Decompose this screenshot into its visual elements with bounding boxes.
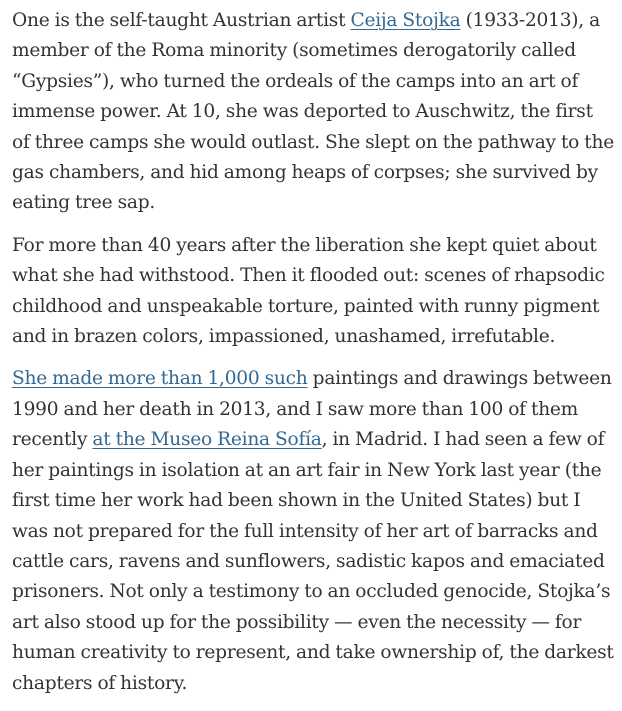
more-than-1000-paintings-link[interactable]: She made more than 1,000 such bbox=[12, 368, 308, 390]
paragraph-text: (1933-2013), a member of the Roma minority (sometimes derogatorily called “Gypsies”), who turned the ordeals of the camps into an art of immense power. At 10, she was deported to Auschwitz, the first of three camps she would outlast. She slept on the pathway to the gas chambers, and hid among heaps of corpses; she survived by eating tree sap. bbox=[12, 10, 614, 214]
paragraph-liberation bbox=[12, 231, 614, 353]
paragraph-text: paintings and drawings between 1990 and her death in 2013, and I saw more than 100 of them recently bbox=[12, 368, 612, 451]
paragraph-ceija-stojka-intro bbox=[12, 6, 614, 219]
paragraph-text: , in Madrid. I had seen a few of her paintings in isolation at an art fair in New York last year (the first time her work had been shown in the United States) but I was not prepared for the full intensity of her art of barracks and cattle cars, ravens and sunflowers, sadistic kapos and emaciated prisoners. Not only a testimony to an occluded genocide, Stojka’s art also stood up for the possibility — even the necessity — for human creativity to represent, and take ownership of, the darkest chapters of history. bbox=[12, 429, 614, 694]
paragraph-paintings bbox=[12, 364, 614, 698]
paragraph-text: One is the self-taught Austrian artist bbox=[12, 10, 351, 31]
paragraph-text: For more than 40 years after the liberation she kept quiet about what she had withstood. Then it flooded out: scenes of rhapsodic childhood and unspeakable torture, painted with runny pigment and in brazen colors, impassioned, unashamed, irrefutable. bbox=[12, 234, 605, 348]
ceija-stojka-link[interactable]: Ceija Stojka bbox=[350, 10, 461, 31]
museo-reina-sofia-link[interactable]: at the Museo Reina Sofía bbox=[92, 429, 322, 451]
article-body bbox=[12, 6, 614, 711]
